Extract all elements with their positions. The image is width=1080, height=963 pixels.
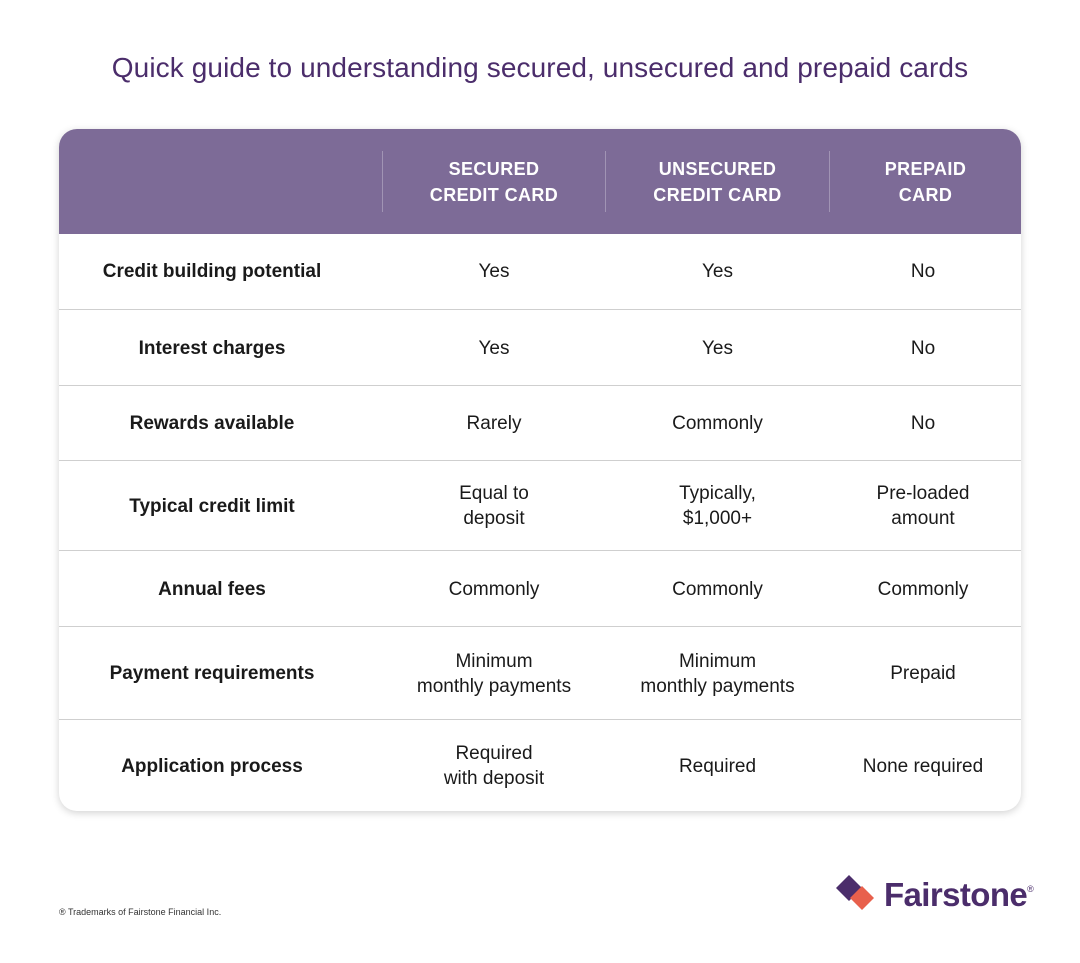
table-row (59, 234, 1021, 309)
cell-secured: Required with deposit (443, 743, 545, 789)
column-header-prepaid: PREPAID CARD (884, 158, 967, 205)
diamond-logo-mark-icon (836, 873, 880, 917)
row-label: Interest charges (138, 337, 286, 359)
logo-registered-mark: ® (1027, 884, 1034, 894)
cell-secured: Minimum monthly payments (416, 650, 572, 697)
comparison-table (59, 129, 1021, 811)
cell-unsecured: Required (678, 755, 757, 777)
cell-unsecured: Commonly (672, 413, 763, 434)
fairstone-logo (836, 870, 1034, 920)
table-row (59, 719, 1021, 811)
row-label: Credit building potential (102, 261, 322, 282)
cell-prepaid: No (910, 261, 936, 282)
cell-prepaid: No (910, 413, 936, 434)
row-label: Application process (121, 755, 303, 777)
table-row (59, 309, 1021, 386)
cell-unsecured: Typically, $1,000+ (679, 483, 756, 529)
table-row (59, 460, 1021, 551)
table-row (59, 626, 1021, 720)
trademark-footnote: ® Trademarks of Fairstone Financial Inc. (59, 907, 222, 917)
cell-secured: Commonly (448, 578, 540, 600)
cell-secured: Yes (478, 337, 510, 359)
cell-prepaid: None required (862, 755, 984, 777)
cell-prepaid: Prepaid (890, 663, 956, 684)
row-label: Annual fees (158, 578, 266, 600)
cell-prepaid: Pre-loaded amount (876, 483, 970, 529)
cell-unsecured: Yes (702, 337, 733, 359)
column-header-secured: SECURED CREDIT CARD (429, 158, 559, 205)
cell-unsecured: Commonly (672, 578, 763, 600)
page-title: Quick guide to understanding secured, unsecured and prepaid cards (111, 52, 969, 83)
column-header-empty (59, 129, 382, 234)
table-row (59, 385, 1021, 461)
row-label: Rewards available (129, 413, 295, 434)
cell-secured: Yes (478, 261, 510, 282)
cell-unsecured: Yes (702, 261, 733, 282)
cell-unsecured: Minimum monthly payments (640, 650, 795, 697)
row-label: Typical credit limit (129, 495, 295, 517)
table-row (59, 550, 1021, 627)
column-header-unsecured: UNSECURED CREDIT CARD (653, 158, 782, 205)
cell-prepaid: Commonly (877, 578, 969, 600)
cell-secured: Rarely (466, 413, 522, 434)
table-header (59, 129, 1021, 234)
row-label: Payment requirements (109, 663, 315, 684)
cell-secured: Equal to deposit (459, 483, 529, 529)
cell-prepaid: No (910, 337, 936, 359)
logo-wordmark: Fairstone (884, 876, 1028, 913)
